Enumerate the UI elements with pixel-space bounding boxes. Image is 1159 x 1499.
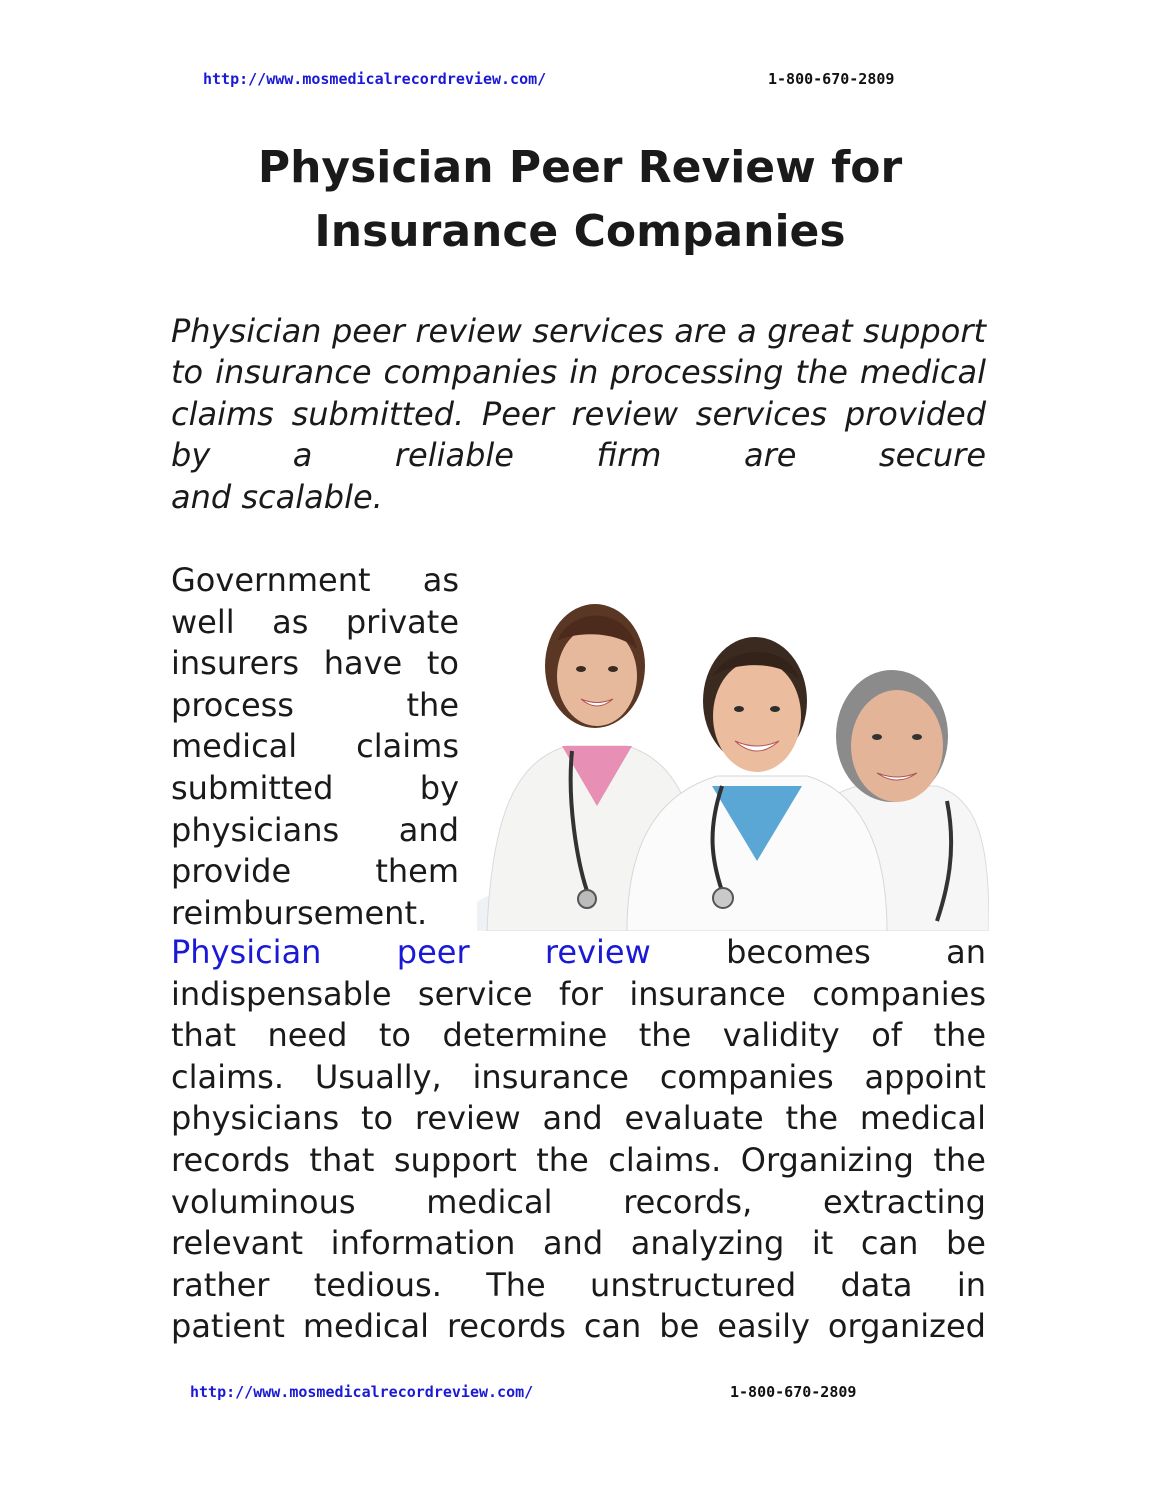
body-word: voluminous — [171, 1182, 356, 1221]
side-word: Government — [171, 561, 371, 599]
side-paragraph — [171, 560, 459, 934]
body-word: appoint — [864, 1057, 986, 1096]
body-word: validity — [722, 1016, 840, 1055]
side-line — [171, 810, 459, 852]
side-word: the — [406, 685, 459, 724]
body-line — [171, 1057, 986, 1099]
side-line — [171, 893, 459, 935]
body-word: claims. — [171, 1057, 284, 1096]
body-word: physicians — [171, 1099, 340, 1138]
body-word: evaluate — [624, 1099, 764, 1138]
body-word: the — [638, 1016, 692, 1055]
body-word: the — [785, 1099, 839, 1138]
side-word: process — [171, 685, 294, 724]
intro-line: Physician peer review services are a great — [171, 312, 853, 350]
body-word: be — [945, 1224, 986, 1263]
body-word: records — [171, 1140, 290, 1179]
side-line — [171, 643, 459, 685]
body-line — [171, 1140, 986, 1182]
body-word: need — [267, 1016, 348, 1055]
side-word: medical — [171, 727, 298, 766]
body-line — [171, 1098, 986, 1140]
side-word: by — [419, 768, 459, 807]
side-line — [171, 851, 459, 893]
physician-peer-review-link-word[interactable]: review — [544, 933, 651, 971]
body-word: service — [417, 974, 533, 1013]
body-word: Organizing — [740, 1140, 914, 1179]
body-word: The — [486, 1265, 546, 1304]
side-word: as — [422, 561, 459, 599]
intro-paragraph — [171, 311, 986, 518]
body-word: organized — [827, 1307, 986, 1346]
body-line — [171, 974, 986, 1016]
side-word: physicians — [171, 810, 340, 849]
body-paragraph — [171, 932, 986, 1348]
side-word: to — [426, 644, 459, 683]
body-word: extracting — [822, 1182, 986, 1221]
body-word: unstructured — [590, 1265, 797, 1304]
body-word: insurance — [472, 1057, 629, 1096]
body-word: in — [956, 1265, 986, 1304]
title-line-1: Physician Peer Review for — [257, 142, 903, 193]
intro-line: services provided by a reliable firm are secure — [171, 394, 987, 475]
physician-peer-review-link-word[interactable]: peer — [396, 933, 470, 971]
body-word: can — [860, 1224, 919, 1263]
intro-line: the medical claims submitted. Peer review — [171, 353, 986, 433]
body-word: becomes — [726, 933, 871, 971]
header-url-link[interactable]: http://www.mosmedicalrecordreview.com/ — [203, 70, 547, 88]
body-line — [171, 1306, 986, 1348]
physician-peer-review-link-word[interactable]: Physician — [171, 933, 322, 971]
body-word: and — [542, 1099, 603, 1138]
body-line — [171, 1223, 986, 1265]
body-word: be — [659, 1307, 700, 1346]
body-word: easily — [717, 1307, 810, 1346]
title-line-2: Insurance Companies — [314, 206, 846, 257]
side-word: as — [272, 602, 309, 641]
body-word: relevant — [171, 1224, 304, 1263]
body-line — [171, 1265, 986, 1307]
body-word: medical — [859, 1099, 986, 1138]
body-word: can — [583, 1307, 642, 1346]
side-word: private — [345, 602, 459, 641]
footer-phone: 1-800-670-2809 — [730, 1383, 857, 1401]
body-word: insurance — [629, 974, 786, 1013]
side-line — [171, 602, 459, 644]
body-word: for — [558, 974, 603, 1013]
body-word: analyzing — [630, 1224, 785, 1263]
intro-line-last: and scalable. — [171, 477, 383, 516]
body-word: review — [414, 1099, 521, 1138]
side-word: well — [171, 602, 235, 641]
side-word: provide — [171, 852, 292, 891]
body-word: data — [840, 1265, 913, 1304]
side-word: reimbursement. — [171, 893, 428, 932]
side-word: submitted — [171, 768, 334, 807]
body-word: records — [446, 1307, 566, 1346]
body-word: records, — [623, 1182, 753, 1221]
side-line — [171, 726, 459, 768]
body-word: and — [542, 1224, 604, 1263]
side-word: have — [323, 644, 403, 683]
body-word: of — [871, 1016, 903, 1055]
body-word: companies — [812, 974, 986, 1013]
side-word: them — [375, 852, 459, 891]
body-word: to — [360, 1099, 394, 1138]
side-word: and — [398, 810, 459, 849]
body-word: the — [536, 1140, 589, 1179]
body-line — [171, 1015, 986, 1057]
body-word: medical — [302, 1307, 429, 1346]
side-word: insurers — [171, 644, 300, 683]
header-phone: 1-800-670-2809 — [768, 70, 895, 88]
body-word: an — [946, 933, 986, 971]
side-line — [171, 560, 459, 602]
intro-line: support to insurance companies in processing — [171, 312, 987, 392]
body-line — [171, 1182, 986, 1224]
body-word: indispensable — [171, 974, 392, 1013]
footer-url-link[interactable]: http://www.mosmedicalrecordreview.com/ — [190, 1383, 534, 1401]
body-word: patient — [171, 1307, 285, 1346]
body-word: support — [393, 1140, 517, 1179]
doctors-photo — [477, 561, 989, 931]
body-word: claims. — [608, 1140, 722, 1179]
body-word: determine — [442, 1016, 608, 1055]
side-word: claims — [356, 727, 459, 766]
side-line — [171, 768, 459, 810]
body-word: it — [811, 1224, 834, 1263]
side-line — [171, 685, 459, 727]
body-word: the — [933, 1016, 986, 1055]
body-word: tedious. — [313, 1265, 442, 1304]
page-title — [170, 136, 990, 264]
body-word: the — [933, 1140, 986, 1179]
body-first-line — [171, 932, 986, 974]
body-word: that — [171, 1016, 236, 1055]
body-word: that — [309, 1140, 375, 1179]
body-word: companies — [659, 1057, 834, 1096]
body-word: information — [330, 1224, 516, 1263]
body-word: Usually, — [314, 1057, 442, 1096]
body-word: rather — [171, 1265, 270, 1304]
body-word: to — [378, 1016, 411, 1055]
body-word: medical — [426, 1182, 553, 1221]
